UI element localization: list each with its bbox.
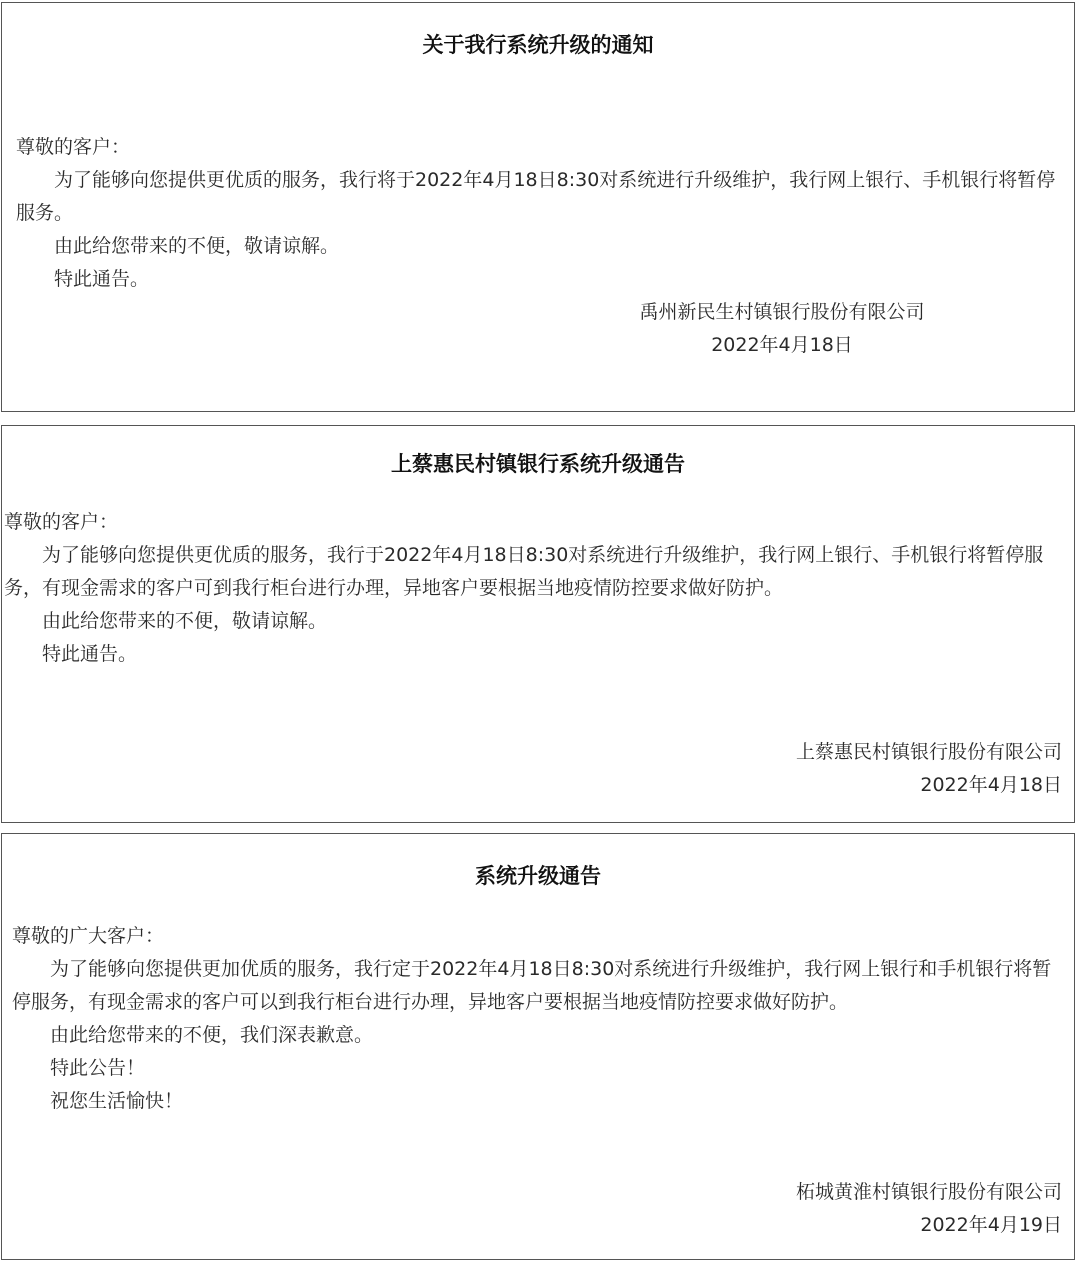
notice-date: 2022年4月19日 (920, 1214, 1062, 1236)
notice-date: 2022年4月18日 (711, 334, 853, 356)
notice-closing: 特此公告！ (50, 1057, 146, 1079)
notice-wish: 祝您生活愉快！ (50, 1090, 184, 1112)
notice-body (4, 506, 1064, 671)
notice-greeting: 尊敬的客户： (4, 511, 119, 533)
notice-closing: 特此通告。 (54, 268, 150, 290)
notice-signature (582, 296, 982, 362)
notice-greeting: 尊敬的广大客户： (12, 925, 165, 947)
notice-paragraph: 为了能够向您提供更优质的服务，我行于2022年4月18日8:30对系统进行升级维护，我行网上银行、手机银行将暂停服务，有现金需求的客户可到我行柜台进行办理，异地客户要根据当地疫情防控要求做好防护。 (4, 544, 1044, 599)
notice-paragraph: 为了能够向您提供更优质的服务，我行将于2022年4月18日8:30对系统进行升级维护，我行网上银行、手机银行将暂停服务。 (16, 169, 1056, 224)
notice-apology: 由此给您带来的不便，敬请谅解。 (54, 235, 340, 257)
notice-signer: 禹州新民生村镇银行股份有限公司 (639, 301, 925, 323)
notice-title: 上蔡惠民村镇银行系统升级通告 (391, 452, 685, 476)
notice-card-2 (1, 425, 1075, 823)
notice-signer: 柘城黄淮村镇银行股份有限公司 (795, 1181, 1062, 1203)
notice-card-1 (1, 2, 1075, 412)
notice-closing: 特此通告。 (42, 643, 138, 665)
notice-signature (642, 1176, 1062, 1242)
notice-title: 系统升级通告 (475, 864, 601, 888)
notice-greeting: 尊敬的客户： (16, 136, 131, 158)
notice-body (12, 920, 1064, 1118)
notice-date: 2022年4月18日 (920, 774, 1062, 796)
notice-paragraph: 为了能够向您提供更加优质的服务，我行定于2022年4月18日8:30对系统进行升级维护，我行网上银行和手机银行将暂停服务，有现金需求的客户可以到我行柜台进行办理，异地客户要根据当地疫情防控要求做好防护。 (12, 958, 1052, 1013)
notice-apology: 由此给您带来的不便，敬请谅解。 (42, 610, 328, 632)
notice-card-3 (1, 833, 1075, 1260)
notice-body (16, 131, 1068, 296)
notice-apology: 由此给您带来的不便，我们深表歉意。 (50, 1024, 374, 1046)
notice-signature (642, 736, 1062, 802)
notice-title: 关于我行系统升级的通知 (422, 33, 654, 57)
notice-signer: 上蔡惠民村镇银行股份有限公司 (795, 741, 1062, 763)
